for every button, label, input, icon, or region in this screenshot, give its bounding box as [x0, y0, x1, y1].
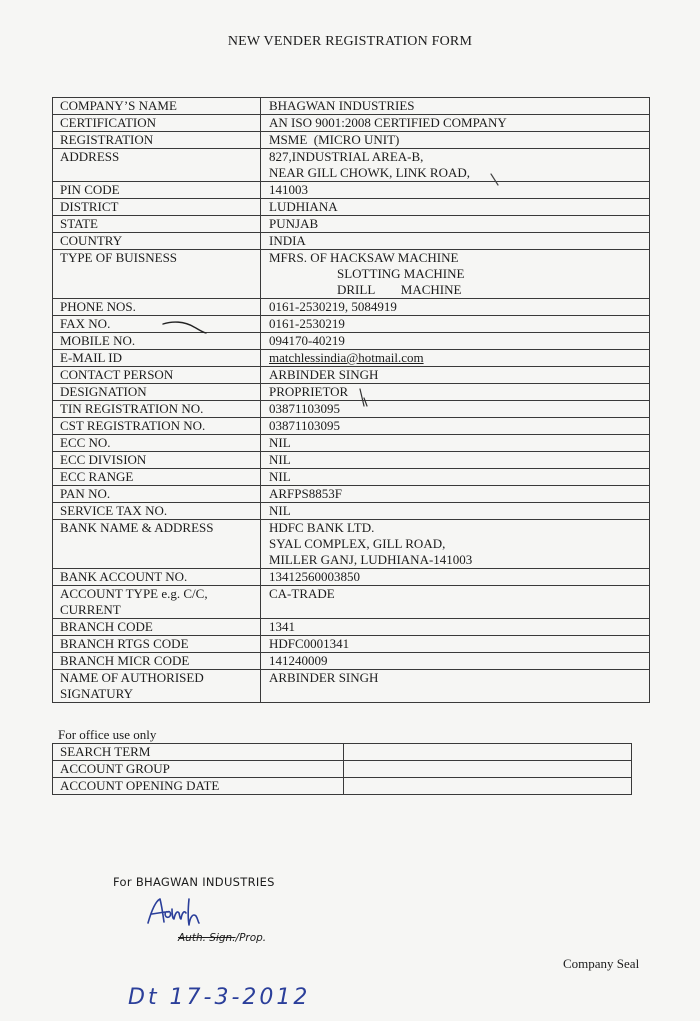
office-field-value: [344, 744, 632, 761]
field-label: BRANCH RTGS CODE: [60, 636, 189, 651]
field-label: CONTACT PERSON: [60, 367, 174, 382]
field-value-cell: [261, 520, 650, 569]
field-label: PHONE NOS.: [60, 299, 136, 314]
field-label-cell: [53, 619, 261, 636]
field-label: COMPANY’S NAME: [60, 98, 177, 113]
field-label: ECC DIVISION: [60, 452, 147, 467]
field-label: REGISTRATION: [60, 132, 154, 147]
field-label-cell: [53, 653, 261, 670]
form-row: [53, 132, 650, 149]
vendor-details-table: [52, 97, 650, 703]
field-label-cell: [53, 384, 261, 401]
field-value-cell: [261, 115, 650, 132]
form-row: [53, 486, 650, 503]
field-label: ADDRESS: [60, 149, 120, 164]
form-row: [53, 350, 650, 367]
field-value-cell: [261, 435, 650, 452]
field-value-cell: [261, 670, 650, 703]
office-field-label: ACCOUNT OPENING DATE: [53, 778, 344, 795]
field-value: LUDHIANA: [269, 199, 338, 214]
field-label-cell: [53, 316, 261, 333]
field-value: NIL: [269, 452, 291, 467]
field-value: SLOTTING MACHINE: [337, 266, 465, 281]
field-value-cell: [261, 199, 650, 216]
field-value: 03871103095: [269, 401, 341, 416]
field-label-cell: [53, 333, 261, 350]
field-label: BANK NAME & ADDRESS: [60, 520, 214, 535]
field-value-cell: [261, 469, 650, 486]
field-label-cell: [53, 452, 261, 469]
field-value-cell: [261, 299, 650, 316]
form-row: [53, 469, 650, 486]
field-value: MFRS. OF HACKSAW MACHINE: [269, 250, 459, 265]
field-value-cell: [261, 384, 650, 401]
field-value: ARFPS8853F: [269, 486, 342, 501]
field-value-cell: [261, 182, 650, 199]
field-label-cell: [53, 586, 261, 619]
field-value-cell: [261, 452, 650, 469]
field-label: FAX NO.: [60, 316, 111, 331]
field-value: 03871103095: [269, 418, 341, 433]
form-row: [53, 586, 650, 619]
office-use-caption: For office use only: [58, 727, 157, 742]
field-value: ARBINDER SINGH: [269, 367, 379, 382]
field-value-cell: [261, 367, 650, 384]
field-label-cell: [53, 182, 261, 199]
office-row: [53, 761, 632, 778]
form-row: [53, 367, 650, 384]
field-label-cell: [53, 503, 261, 520]
field-label: E-MAIL ID: [60, 350, 122, 365]
field-label: PAN NO.: [60, 486, 111, 501]
field-value: CA-TRADE: [269, 586, 335, 601]
field-label: SERVICE TAX NO.: [60, 503, 168, 518]
form-row: [53, 233, 650, 250]
field-label-cell: [53, 115, 261, 132]
field-label: NAME OF AUTHORISED: [60, 670, 204, 685]
field-value-cell: [261, 636, 650, 653]
field-value: ARBINDER SINGH: [269, 670, 379, 685]
form-row: [53, 149, 650, 182]
form-row: [53, 653, 650, 670]
field-value: NIL: [269, 435, 291, 450]
field-value: NIL: [269, 469, 291, 484]
email-link[interactable]: matchlessindia@hotmail.com: [269, 350, 424, 365]
field-label-cell: [53, 401, 261, 418]
field-value: 141240009: [269, 653, 328, 668]
field-value-cell: [261, 333, 650, 350]
field-label-cell: [53, 299, 261, 316]
field-label: BRANCH CODE: [60, 619, 153, 634]
auth-sign-struck-text: Auth. Sign.: [178, 932, 236, 944]
office-use-table: [52, 743, 632, 795]
pen-tick-mark-2: [356, 386, 370, 412]
field-value-cell: [261, 503, 650, 520]
form-row: [53, 452, 650, 469]
field-label: COUNTRY: [60, 233, 123, 248]
field-value: PUNJAB: [269, 216, 319, 231]
field-label: ECC NO.: [60, 435, 111, 450]
field-value: 094170-40219: [269, 333, 345, 348]
field-label-cell: [53, 233, 261, 250]
field-label: DESIGNATION: [60, 384, 147, 399]
auth-prop-text: /Prop.: [235, 932, 267, 944]
field-value: 1341: [269, 619, 295, 634]
field-label-cell: [53, 670, 261, 703]
field-value: MILLER GANJ, LUDHIANA-141003: [269, 552, 473, 567]
field-value-cell: [261, 401, 650, 418]
field-value-cell: [261, 250, 650, 299]
field-value-cell: [261, 569, 650, 586]
field-value: NEAR GILL CHOWK, LINK ROAD,: [269, 165, 470, 180]
form-row: [53, 435, 650, 452]
field-value-cell: [261, 216, 650, 233]
form-row: [53, 619, 650, 636]
field-value: MSME (MICRO UNIT): [269, 132, 400, 147]
field-value: HDFC BANK LTD.: [269, 520, 375, 535]
field-label: CURRENT: [60, 602, 121, 617]
field-label: DISTRICT: [60, 199, 119, 214]
form-row: [53, 503, 650, 520]
field-value-cell: [261, 486, 650, 503]
field-label-cell: [53, 435, 261, 452]
field-value: 141003: [269, 182, 308, 197]
field-label-cell: [53, 149, 261, 182]
form-row: [53, 216, 650, 233]
form-row: [53, 401, 650, 418]
form-row: [53, 98, 650, 115]
field-value-cell: [261, 586, 650, 619]
field-value-cell: [261, 653, 650, 670]
field-value: INDIA: [269, 233, 306, 248]
form-row: [53, 250, 650, 299]
authorised-signatory-label: [178, 932, 266, 944]
field-value-cell: [261, 350, 650, 367]
form-row: [53, 182, 650, 199]
field-label: SIGNATURY: [60, 686, 133, 701]
field-value: NIL: [269, 503, 291, 518]
form-title: NEW VENDER REGISTRATION FORM: [227, 34, 473, 49]
field-value: 827,INDUSTRIAL AREA-B,: [269, 149, 424, 164]
field-label: TYPE OF BUISNESS: [60, 250, 178, 265]
handwritten-signature: [142, 895, 212, 929]
field-label-cell: [53, 216, 261, 233]
field-value: 0161-2530219: [269, 316, 345, 331]
field-value: SYAL COMPLEX, GILL ROAD,: [269, 536, 446, 551]
company-seal-label: Company Seal: [563, 956, 640, 971]
field-label-cell: [53, 132, 261, 149]
field-label-cell: [53, 469, 261, 486]
form-row: [53, 316, 650, 333]
office-row: [53, 744, 632, 761]
form-row: [53, 299, 650, 316]
form-row: [53, 333, 650, 350]
field-label: TIN REGISTRATION NO.: [60, 401, 204, 416]
field-value: BHAGWAN INDUSTRIES: [269, 98, 415, 113]
form-row: [53, 636, 650, 653]
field-label: ACCOUNT TYPE e.g. C/C,: [60, 586, 208, 601]
field-label: ECC RANGE: [60, 469, 134, 484]
field-value: 0161-2530219, 5084919: [269, 299, 397, 314]
form-row: [53, 115, 650, 132]
field-label: CST REGISTRATION NO.: [60, 418, 206, 433]
form-row: [53, 418, 650, 435]
for-company-label: For BHAGWAN INDUSTRIES: [113, 875, 275, 889]
field-label: STATE: [60, 216, 98, 231]
form-row: [53, 569, 650, 586]
form-row: [53, 520, 650, 569]
field-label-cell: [53, 569, 261, 586]
form-row: [53, 384, 650, 401]
office-field-label: ACCOUNT GROUP: [53, 761, 344, 778]
field-label-cell: [53, 199, 261, 216]
field-label-cell: [53, 520, 261, 569]
field-label: CERTIFICATION: [60, 115, 156, 130]
field-value-cell: [261, 149, 650, 182]
field-label-cell: [53, 486, 261, 503]
field-value-cell: [261, 132, 650, 149]
field-label-cell: [53, 250, 261, 299]
field-label: BRANCH MICR CODE: [60, 653, 190, 668]
field-label: MOBILE NO.: [60, 333, 136, 348]
field-label-cell: [53, 636, 261, 653]
field-value-cell: [261, 316, 650, 333]
field-value-cell: [261, 619, 650, 636]
pen-tick-mark: [488, 168, 502, 190]
form-row: [53, 199, 650, 216]
office-field-value: [344, 761, 632, 778]
field-value-cell: [261, 98, 650, 115]
field-label-cell: [53, 418, 261, 435]
field-value: 13412560003850: [269, 569, 360, 584]
field-value: AN ISO 9001:2008 CERTIFIED COMPANY: [269, 115, 507, 130]
field-value-cell: [261, 418, 650, 435]
field-label-cell: [53, 367, 261, 384]
office-row: [53, 778, 632, 795]
field-label: PIN CODE: [60, 182, 120, 197]
office-field-value: [344, 778, 632, 795]
office-field-label: SEARCH TERM: [53, 744, 344, 761]
field-value: PROPRIETOR: [269, 384, 349, 399]
field-label: BANK ACCOUNT NO.: [60, 569, 188, 584]
field-value-cell: [261, 233, 650, 250]
form-row: [53, 670, 650, 703]
field-label-cell: [53, 98, 261, 115]
field-value: HDFC0001341: [269, 636, 350, 651]
handwritten-date: Dt 17-3-2012: [128, 985, 311, 1010]
field-value: DRILL MACHINE: [337, 282, 462, 297]
pen-stroke-mark: [160, 318, 210, 336]
field-label-cell: [53, 350, 261, 367]
